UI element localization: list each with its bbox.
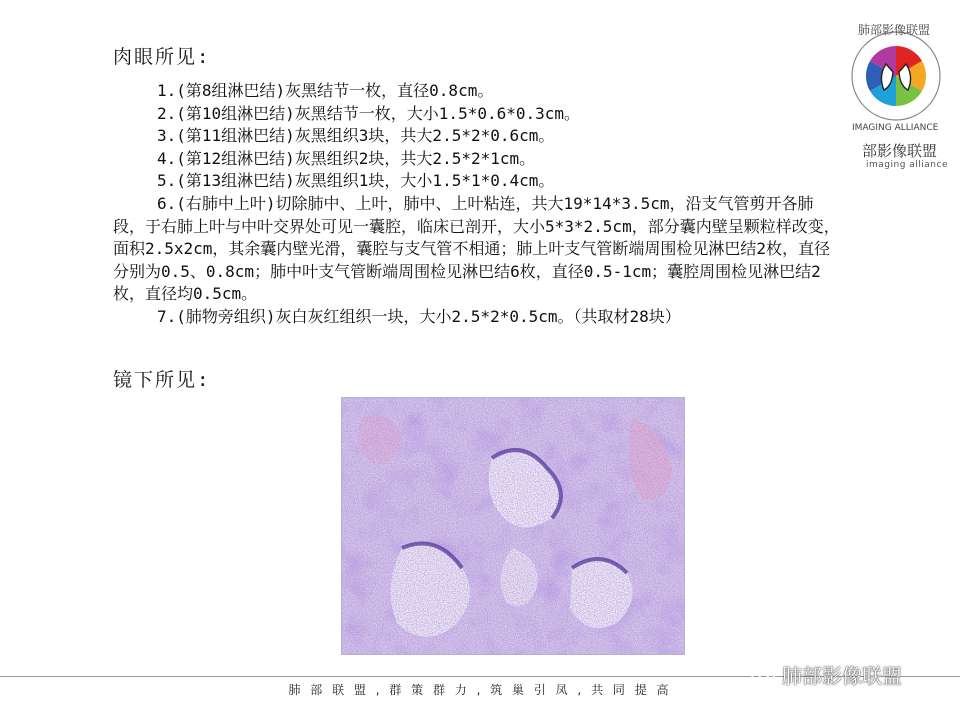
watermark-text: 肺部影像联盟 — [782, 664, 902, 688]
gross-findings-heading: 肉眼所见: — [113, 46, 211, 68]
gross-item-5: 5.(第13组淋巴结)灰黑组织1块，大小1.5*1*0.4cm。 — [157, 171, 555, 191]
microscopic-findings-heading: 镜下所见: — [113, 369, 211, 391]
gross-item-2: 2.(第10组淋巴结)灰黑结节一枚，大小1.5*0.6*0.3cm。 — [157, 103, 581, 123]
logo-ring-text: IMAGING ALLIANCE — [852, 123, 939, 133]
wechat-watermark — [750, 660, 902, 689]
gross-item-3: 3.(第11组淋巴结)灰黑组织3块，共大2.5*2*0.6cm。 — [157, 126, 555, 146]
logo-top-arc-text: 肺部影像联盟 — [858, 23, 931, 37]
gross-item-4: 4.(第12组淋巴结)灰黑组织2块，共大2.5*2*1cm。 — [157, 148, 536, 168]
footer-slogan: 肺 部 联 盟 , 群 策 群 力 , 筑 巢 引 凤 , 共 同 提 高 — [288, 683, 672, 697]
gross-findings-list — [113, 80, 843, 329]
gross-item-7: 7.(肺物旁组织)灰白灰红组织一块，大小2.5*2*0.5cm。（共取材28块） — [157, 306, 681, 326]
wechat-icon — [750, 664, 776, 686]
logo-name-cn: 部影像联盟 — [862, 142, 938, 160]
logo-name-en: imaging alliance — [866, 160, 948, 170]
histology-image — [342, 398, 684, 654]
histology-micrograph — [341, 397, 685, 655]
gross-item-6: 6.(右肺中上叶)切除肺中、上叶，肺中、上叶粘连，共大19*14*3.5cm，沿支气管剪开各肺段，于右肺上叶与中叶交界处可见一囊腔，临床已剖开，大小5*3*2.5cm，部分囊内壁呈颗粒样改变，面积2.5x2cm，其余囊内壁光滑，囊腔与支气管不相通；肺上叶支气管断端周围检见淋巴结2枚，直径分别为0.5、0.8cm；肺中叶支气管断端周围检见淋巴结6枚，直径0.5-1cm；囊腔周围检见淋巴结2枚，直径均0.5cm。 — [113, 193, 840, 304]
gross-item-1: 1.(第8组淋巴结)灰黑结节一枚，直径0.8cm。 — [157, 81, 494, 100]
